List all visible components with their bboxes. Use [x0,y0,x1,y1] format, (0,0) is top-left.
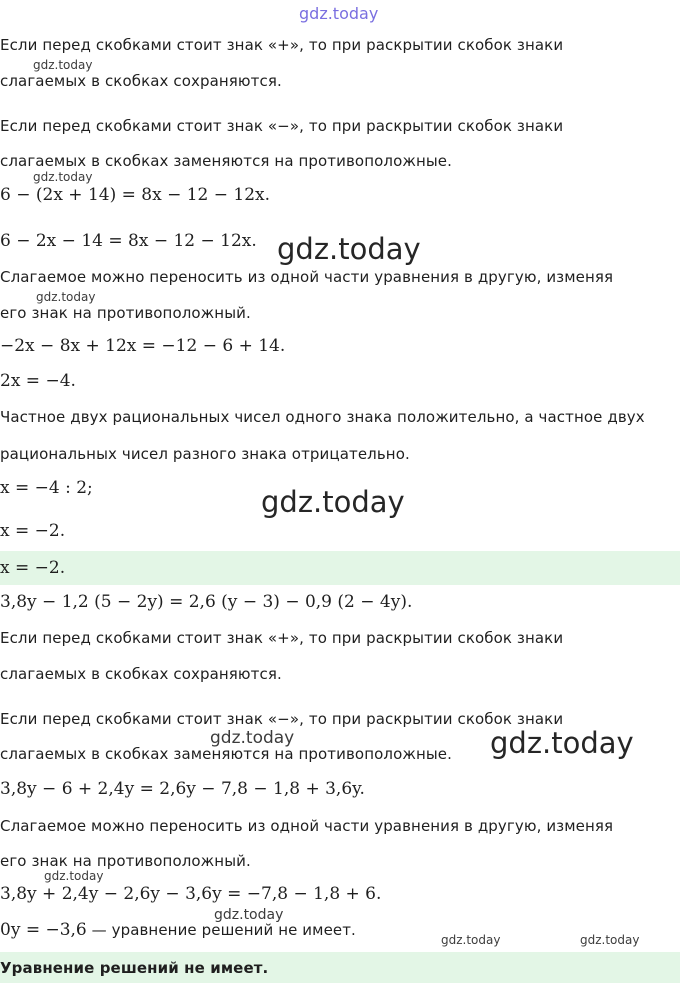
rule-minus-line-2: слагаемых в скобках заменяются на противоположные. [0,745,453,763]
watermark: gdz.today [210,728,295,748]
rule-minus-line-1: Если перед скобками стоит знак «−», то при раскрытии скобок знаки [0,117,564,135]
watermark: gdz.today [490,726,634,760]
rule-plus-line-1: Если перед скобками стоит знак «+», то при раскрытии скобок знаки [0,629,564,647]
rule-division-line-1: Частное двух рациональных чисел одного знака положительно, а частное двух [0,408,645,426]
rule-minus-line-2: слагаемых в скобках заменяются на противоположные. [0,152,453,170]
watermark: gdz.today [261,485,405,519]
rule-move-line-1: Слагаемое можно переносить из одной части уравнения в другую, изменяя [0,817,614,835]
watermark: gdz.today [33,58,93,72]
equation-b1: 3,8y − 1,2 (5 − 2y) = 2,6 (y − 3) − 0,9 (2 − 4y). [0,592,413,612]
equation-a3: −2x − 8x + 12x = −12 − 6 + 14. [0,336,286,356]
equation-b4-text: — уравнение решений не имеет. [86,921,356,939]
equation-a6: x = −2. [0,521,66,541]
watermark: gdz.today [277,232,421,266]
watermark: gdz.today [214,907,284,923]
equation-b4-math: 0y = −3,6 [0,920,87,940]
rule-plus-line-2: слагаемых в скобках сохраняются. [0,665,282,683]
watermark: gdz.today [44,869,104,883]
equation-b3: 3,8y + 2,4y − 2,6y − 3,6y = −7,8 − 1,8 + 6. [0,884,382,904]
equation-a5: x = −4 : 2; [0,478,93,498]
watermark: gdz.today [580,933,640,947]
equation-b4 [0,920,356,940]
rule-plus-line-2: слагаемых в скобках сохраняются. [0,72,282,90]
equation-a4: 2x = −4. [0,371,76,391]
answer-highlight-a [0,551,680,585]
equation-b2: 3,8y − 6 + 2,4y = 2,6y − 7,8 − 1,8 + 3,6y. [0,779,365,799]
watermark: gdz.today [441,933,501,947]
rule-move-line-2: его знак на противоположный. [0,852,251,870]
rule-plus-line-1: Если перед скобками стоит знак «+», то при раскрытии скобок знаки [0,36,564,54]
rule-move-line-1: Слагаемое можно переносить из одной части уравнения в другую, изменяя [0,268,614,286]
watermark-top: gdz.today [299,4,379,23]
rule-minus-line-1: Если перед скобками стоит знак «−», то при раскрытии скобок знаки [0,710,564,728]
watermark: gdz.today [33,170,93,184]
equation-a2: 6 − 2x − 14 = 8x − 12 − 12x. [0,231,257,251]
answer-a: x = −2. [0,558,66,578]
rule-division-line-2: рациональных чисел разного знака отрицательно. [0,445,410,463]
watermark: gdz.today [36,290,96,304]
answer-b: Уравнение решений не имеет. [0,959,269,977]
rule-move-line-2: его знак на противоположный. [0,304,251,322]
equation-a1: 6 − (2x + 14) = 8x − 12 − 12x. [0,185,271,205]
